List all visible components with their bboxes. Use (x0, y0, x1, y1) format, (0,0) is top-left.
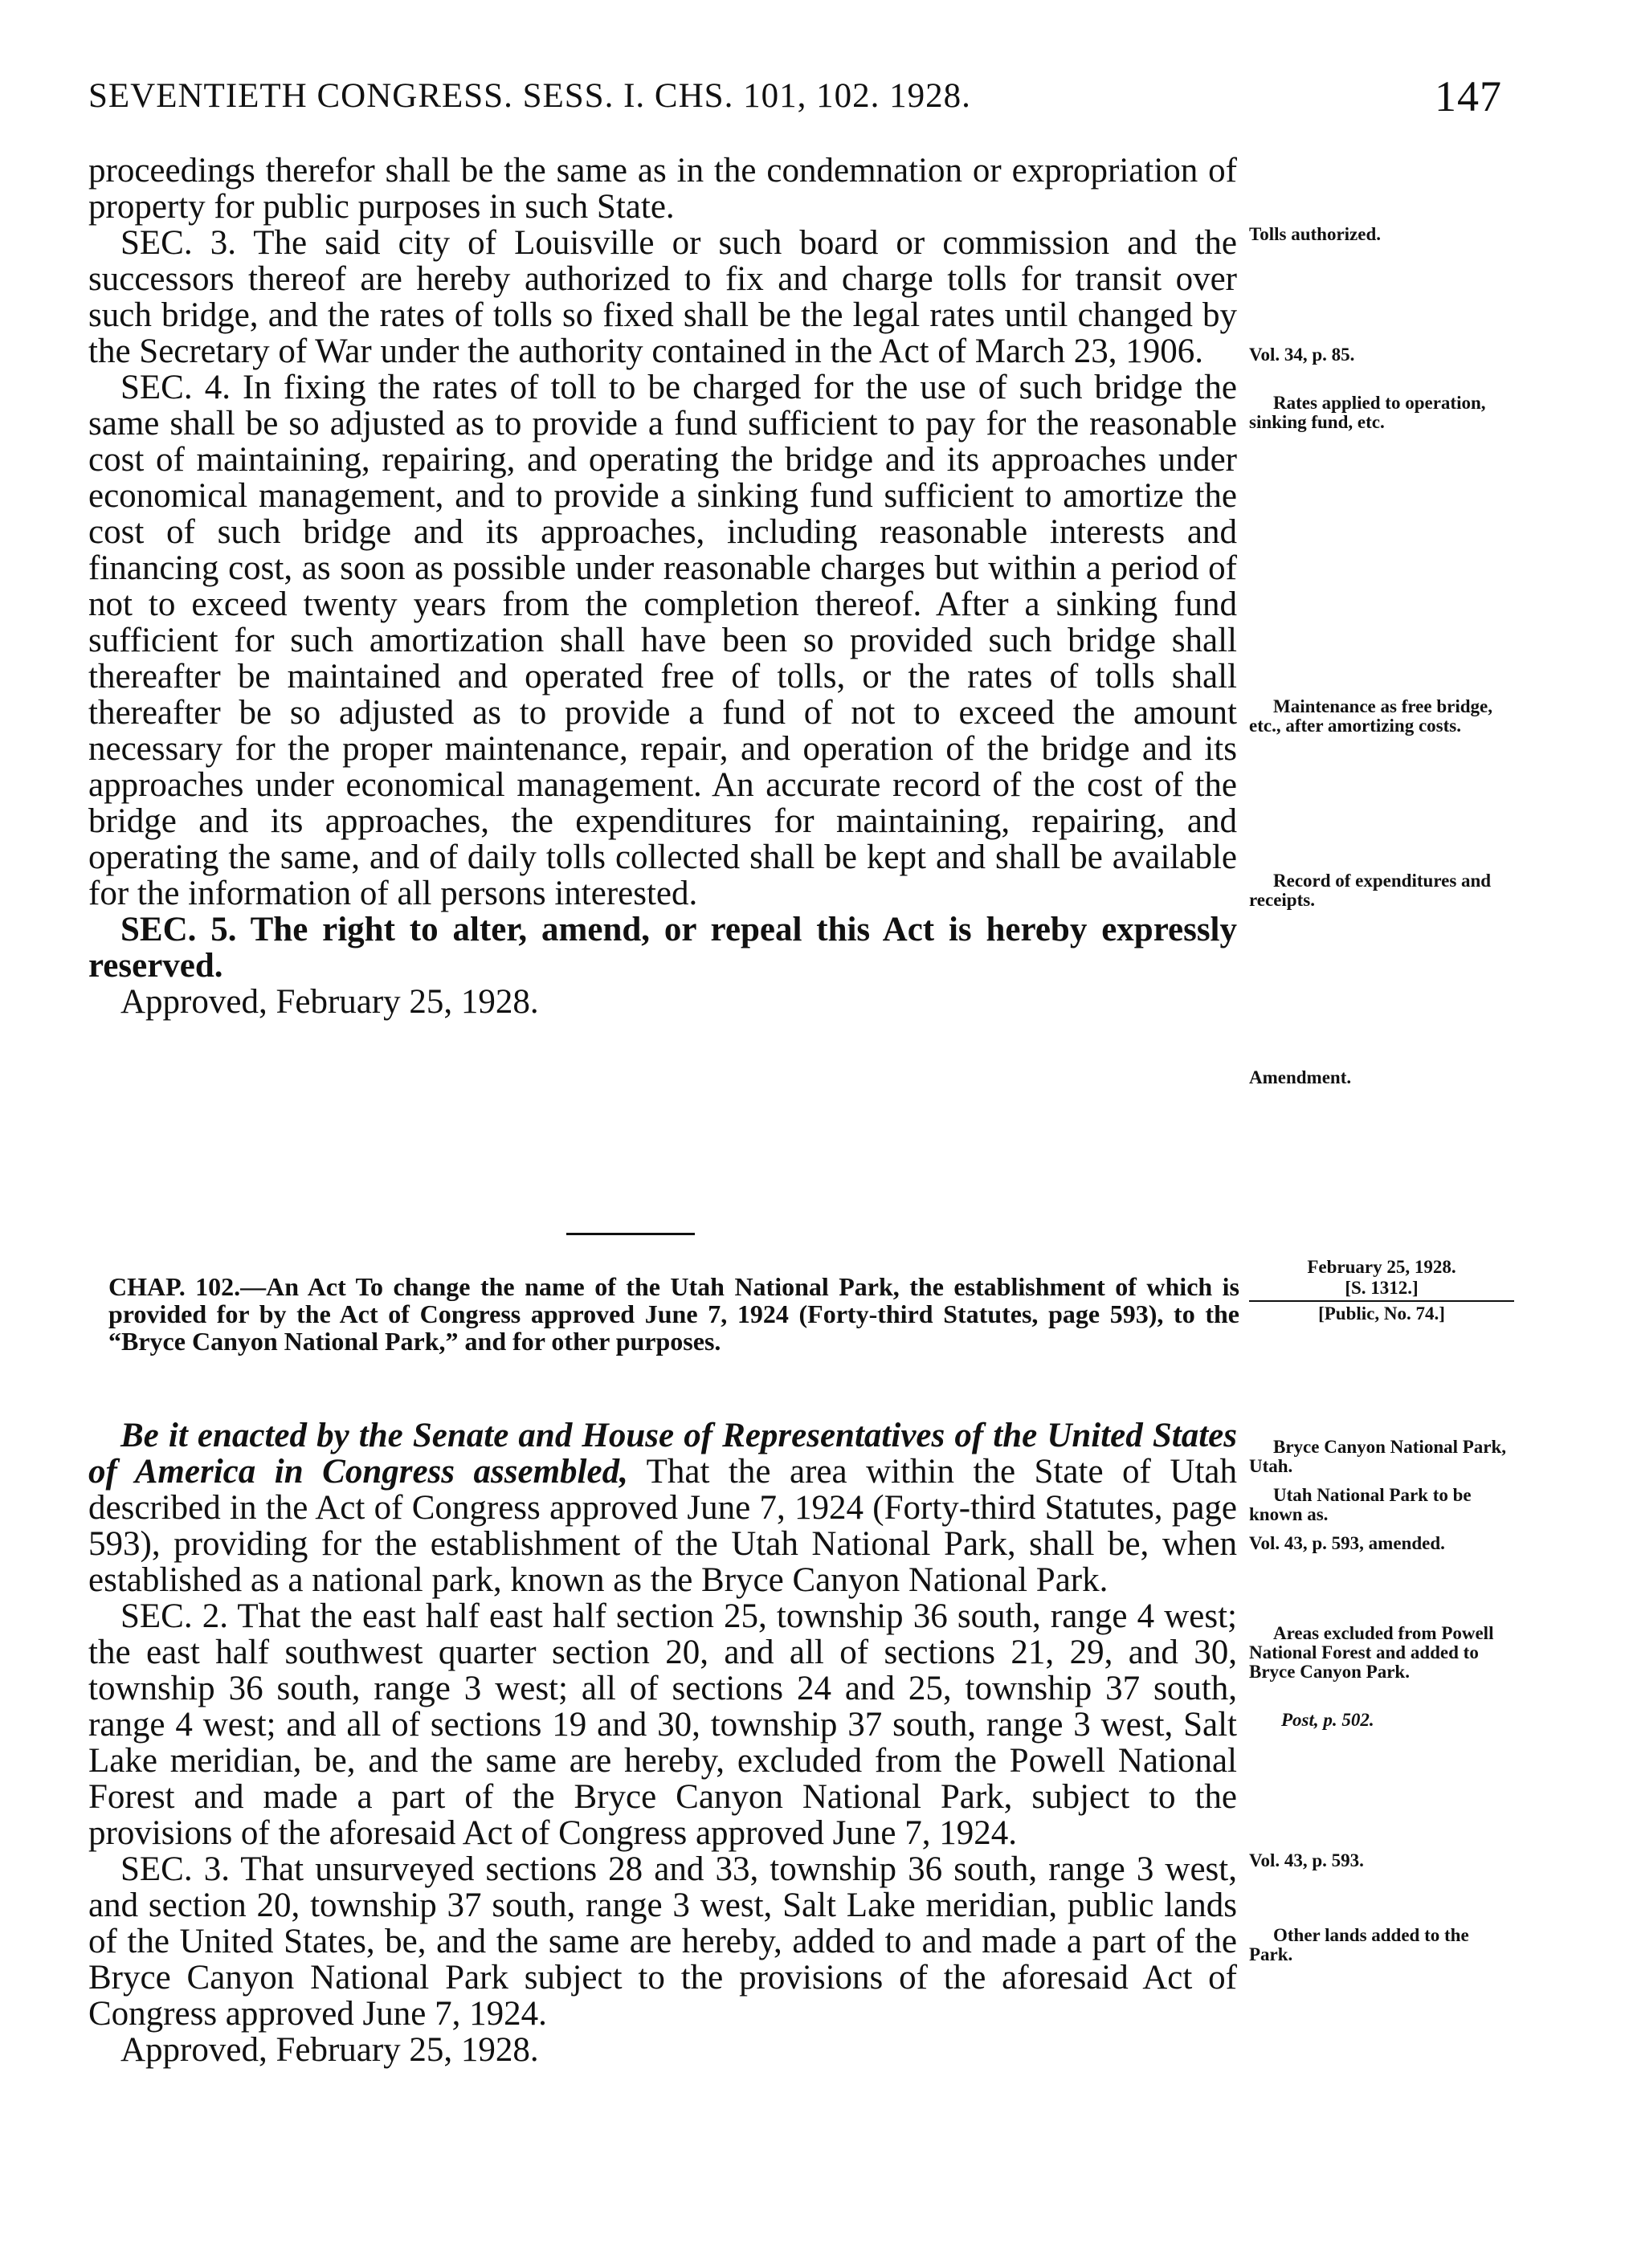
margin-note-vol34: Vol. 34, p. 85. (1249, 345, 1355, 365)
side-rule (1249, 1300, 1514, 1302)
margin-note-amendment: Amendment. (1249, 1067, 1352, 1087)
margin-note-areas-excluded: Areas excluded from Powell National Forest and added to Bryce Canyon Park. (1249, 1623, 1494, 1682)
margin-note-vol43-amended: Vol. 43, p. 593, amended. (1249, 1533, 1445, 1553)
margin-note-other-lands: Other lands added to the Park. (1249, 1925, 1469, 1964)
margin-note-record: Record of expenditures and receipts. (1249, 871, 1492, 910)
page-header (88, 72, 1502, 124)
margin-note-tolls: Tolls authorized. (1249, 224, 1382, 244)
margin-note-rates: Rates applied to operation, sinking fund, etc. (1249, 393, 1486, 432)
page-number: 147 (1435, 72, 1502, 120)
paragraph-condemnation: proceedings therefor shall be the same as in the condemnation or expropriation of property for public purposes in such State. (88, 152, 1237, 226)
enacting-paragraph (88, 1418, 1237, 1598)
enacting-clause: Be it enacted by the Senate and House of Representatives of the United States of America in Congress assembled, (88, 1417, 1237, 1491)
running-head: SEVENTIETH CONGRESS. SESS. I. CHS. 101, 102. 1928. (88, 77, 971, 115)
chapter-101-continuation (88, 153, 1237, 1020)
section-4-rates: SEC. 4. In fixing the rates of toll to be charged for the use of such bridge the same shall be so adjusted as to provide a fund sufficient to pay for the reasonable cost of maintaining, repairing, and operating the bridge and its approaches under economical management, and to provide a sinking fund sufficient to amortize the cost of such bridge and its approaches, including reasonable interests and financing cost, as soon as possible under reasonable charges but within a period of not to exceed twenty years from the completion thereof. After a sinking fund sufficient for such amortization shall have been so provided such bridge shall thereafter be maintained and operated free of tolls, or the rates of tolls shall thereafter be so adjusted as to provide a fund of not to exceed the amount necessary for the proper maintenance, repair, and operation of the bridge and its approaches under economical management. An accurate record of the cost of the bridge and its approaches, the expenditures for maintaining, repairing, and operating the same, and of daily tolls collected shall be kept and shall be available for the information of all persons interested. (88, 369, 1237, 912)
margin-note-bryce: Bryce Canyon National Park, Utah. (1249, 1437, 1507, 1476)
section-3-text: SEC. 3. That unsurveyed sections 28 and 33, township 36 south, range 3 west, and section 20, township 37 south, range 3 west, Salt Lake meridian, public lands of the United States, be, and the same are hereby, added to and made a part of the Bryce Canyon National Park subject to the provisions of the aforesaid Act of Congress approved June 7, 1924. (88, 1850, 1237, 2033)
chapter-102-side-heading (1249, 1257, 1514, 1324)
chapter-divider (566, 1233, 695, 1235)
section-1-text: That the area within the State of Utah described in the Act of Congress approved June 7, 1924 (Forty-third Statutes, page 593), providing for the establishment of the Utah National Park, shall be, when established as a national park, known as the Bryce Canyon National Park. (88, 1453, 1237, 1599)
margin-note-post: Post, p. 502. (1281, 1710, 1374, 1730)
approved-date-102: Approved, February 25, 1928. (120, 2031, 539, 2069)
section-5-amendment: SEC. 5. The right to alter, amend, or repeal this Act is hereby expressly reserved. (88, 911, 1237, 985)
chapter-102-title-text: CHAP. 102.—An Act To change the name of the Utah National Park, the establishment of which is provided for by the Act of Congress approved June 7, 1924 (Forty-third Statutes, page 593), to the “Bryce Canyon National Park,” and for other purposes. (108, 1272, 1239, 1356)
approved-date-101: Approved, February 25, 1928. (120, 983, 539, 1021)
margin-note-maintenance: Maintenance as free bridge, etc., after amortizing costs. (1249, 696, 1492, 736)
section-2-text: SEC. 2. That the east half east half section 25, township 36 south, range 4 west; the east half southwest quarter section 20, and all of sections 21, 29, and 30, township 36 south, range 3 west; all of sections 24 and 25, township 37 south, range 4 west; and all of sections 19 and 30, township 37 south, range 3 west, Salt Lake meridian, be, and the same are hereby, excluded from the Powell National Forest and made a part of the Bryce Canyon National Park, subject to the provisions of the aforesaid Act of Congress approved June 7, 1924. (88, 1597, 1237, 1852)
chapter-102-title (108, 1273, 1239, 1355)
margin-note-utah: Utah National Park to be known as. (1249, 1485, 1472, 1524)
side-date: February 25, 1928. (1307, 1257, 1456, 1277)
side-public-number: [Public, No. 74.] (1318, 1303, 1445, 1324)
section-3-tolls: SEC. 3. The said city of Louisville or such board or commission and the successors thereof are hereby authorized to fix and charge tolls for transit over such bridge, and the rates of tolls so fixed shall be the legal rates until changed by the Secretary of War under the authority contained in the Act of March 23, 1906. (88, 224, 1237, 370)
side-bill-number: [S. 1312.] (1345, 1278, 1419, 1298)
margin-note-vol43: Vol. 43, p. 593. (1249, 1850, 1364, 1870)
chapter-102-body (88, 1418, 1237, 2068)
